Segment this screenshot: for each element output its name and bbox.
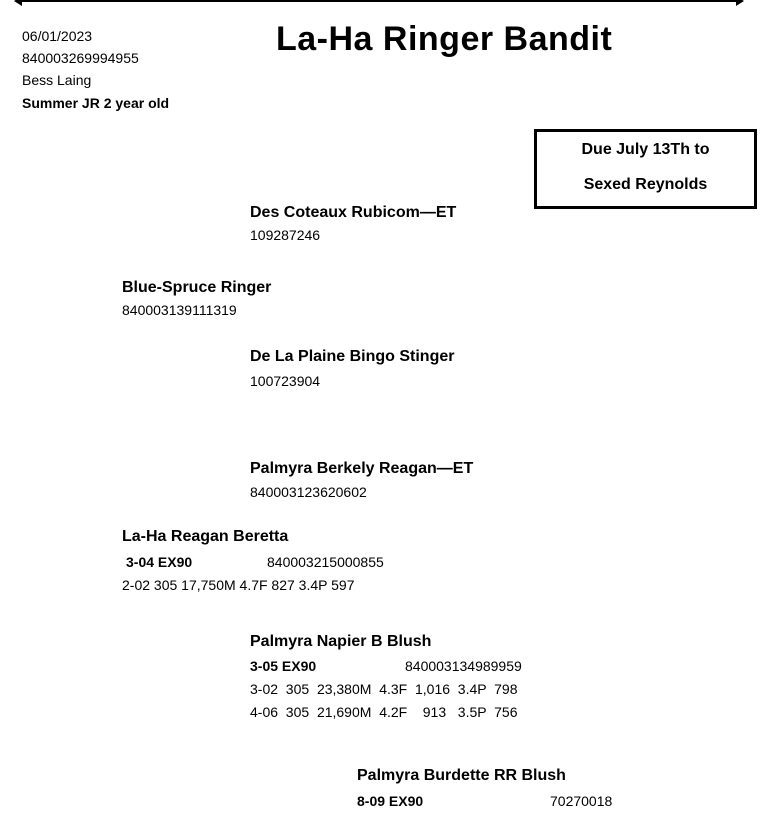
top-rule <box>18 0 738 2</box>
header-id: 840003269994955 <box>22 50 139 66</box>
sire-reg: 840003139111319 <box>122 302 237 318</box>
top-rule-right-arrow-icon <box>736 0 744 6</box>
dam-dam-dam-reg: 70270018 <box>550 793 613 809</box>
dam-dam-record: 4-06 305 21,690M 4.2F 913 3.5P 756 <box>250 704 518 720</box>
sire-sire-reg: 109287246 <box>250 227 321 243</box>
sire-sire-name: Des Coteaux Rubicom—ET <box>250 204 457 221</box>
dam-dam-class: 3-05 EX90 <box>250 658 317 674</box>
dam-dam-reg: 840003134989959 <box>405 658 522 674</box>
header-class: Summer JR 2 year old <box>22 95 170 111</box>
dam-record: 2-02 305 17,750M 4.7F 827 3.4P 597 <box>122 577 355 593</box>
dam-sire-name: Palmyra Berkely Reagan—ET <box>250 460 474 477</box>
dam-dam-dam-class: 8-09 EX90 <box>357 793 424 809</box>
sire-dam-name: De La Plaine Bingo Stinger <box>250 348 455 365</box>
dam-sire-reg: 840003123620602 <box>250 484 367 500</box>
top-rule-left-arrow-icon <box>14 0 22 6</box>
header-date: 06/01/2023 <box>22 28 93 44</box>
dam-class: 3-04 EX90 <box>126 554 193 570</box>
page-title: La-Ha Ringer Bandit <box>276 20 613 58</box>
dam-name: La-Ha Reagan Beretta <box>122 528 289 545</box>
header-owner: Bess Laing <box>22 72 92 88</box>
sire-dam-reg: 100723904 <box>250 373 321 389</box>
dam-dam-record: 3-02 305 23,380M 4.3F 1,016 3.4P 798 <box>250 681 518 697</box>
due-box-line2: Sexed Reynolds <box>583 176 708 193</box>
dam-dam-dam-name: Palmyra Burdette RR Blush <box>357 767 566 784</box>
sire-name: Blue-Spruce Ringer <box>122 279 272 296</box>
dam-reg: 840003215000855 <box>267 554 384 570</box>
due-box <box>534 129 757 209</box>
dam-dam-name: Palmyra Napier B Blush <box>250 633 432 650</box>
due-box-line1: Due July 13Th to <box>581 141 710 158</box>
